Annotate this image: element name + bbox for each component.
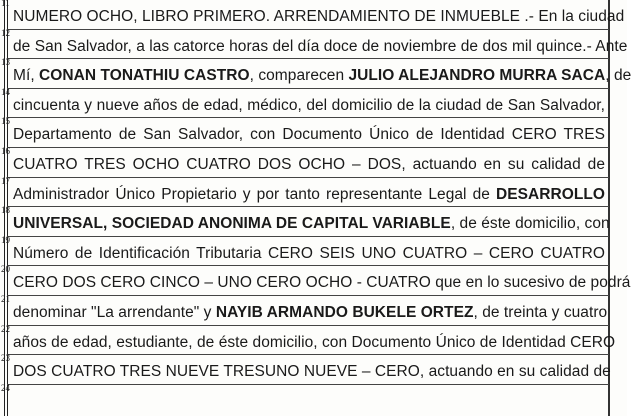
ruled-line <box>7 265 609 266</box>
line-number: 13 <box>1 57 10 68</box>
line-number: 21 <box>1 294 10 304</box>
line-number: 17 <box>1 175 10 186</box>
bold-text-segment: CONAN TONATHIU CASTRO <box>39 67 250 85</box>
text-segment: Número de Identificación Tributaria CERO SEIS UNO CUATRO – CERO CUATRO <box>13 244 605 262</box>
line-number: 23 <box>1 353 10 364</box>
text-segment: Administrador Único Propietario y por tanto representante Legal de <box>13 185 496 203</box>
ruled-line <box>7 206 609 207</box>
ruled-line <box>7 117 609 118</box>
ruled-line <box>7 88 609 89</box>
line-number: 12 <box>1 27 10 38</box>
line-number: 11 <box>1 0 10 8</box>
ruled-line <box>7 236 609 237</box>
line-number: 18 <box>1 205 10 216</box>
text-segment: denominar "La arrendante" y <box>13 304 216 321</box>
document-line <box>13 156 605 174</box>
ruled-line <box>7 177 609 178</box>
document-line <box>13 245 605 263</box>
text-segment: CUATRO TRES OCHO CUATRO DOS OCHO – DOS, actuando en su calidad de <box>13 156 605 173</box>
text-segment: Departamento de San Salvador, con Documento Único de Identidad CERO TRES <box>13 126 605 144</box>
ruled-line <box>7 295 609 296</box>
text-segment: , de éste domicilio, con <box>450 215 610 233</box>
text-segment: años de edad, estudiante, de éste domicilio, con Documento Único de Identidad CERO <box>13 333 616 351</box>
line-number: 20 <box>1 264 10 275</box>
document-line <box>13 333 616 352</box>
text-segment: DOS CUATRO TRES NUEVE TRESUNO NUEVE – CERO, actuando en su calidad de <box>13 363 611 381</box>
line-number: 19 <box>1 234 10 245</box>
document-line <box>13 215 610 233</box>
ruled-line <box>7 325 609 326</box>
document-line <box>13 97 605 115</box>
document-line <box>13 126 605 144</box>
ruled-line <box>7 29 609 30</box>
document-line <box>13 274 631 292</box>
bold-text-segment: UNIVERSAL, SOCIEDAD ANONIMA DE CAPITAL VARIABLE <box>13 215 451 233</box>
text-segment: Mí, <box>13 67 40 85</box>
document-line <box>13 37 628 56</box>
line-number: 15 <box>1 116 10 127</box>
text-segment: NUMERO OCHO, LIBRO PRIMERO. ARRENDAMIENTO DE INMUEBLE <box>13 8 521 25</box>
line-number: 16 <box>1 146 10 156</box>
ruled-line <box>7 354 609 355</box>
line-number: 22 <box>1 323 10 334</box>
document-line <box>13 363 611 381</box>
bold-text-segment: JULIO ALEJANDRO MURRA SACA <box>348 67 606 85</box>
ruled-line <box>7 384 609 385</box>
text-segment: , de <box>605 67 631 85</box>
text-segment: CERO DOS CERO CINCO – UNO CERO OCHO - CUATRO que en lo sucesivo de podrá <box>13 274 631 292</box>
bold-text-segment: NAYIB ARMANDO BUKELE ORTEZ <box>215 304 474 321</box>
text-segment: .- En la ciudad <box>520 8 625 25</box>
document-line <box>13 186 605 204</box>
document-line <box>13 67 631 85</box>
line-number: 14 <box>1 86 10 97</box>
bold-text-segment: DESARROLLO <box>496 185 605 203</box>
text-segment: cincuenta y nueve años de edad, médico, del domicilio de la ciudad de San Salvador, <box>13 96 605 114</box>
document-line <box>13 8 625 26</box>
text-segment: , de treinta y cuatro <box>473 304 608 321</box>
text-segment: de San Salvador, a las catorce horas del día doce de noviembre de dos mil quince.- Ante <box>13 37 628 55</box>
ruled-line <box>7 58 609 59</box>
text-segment: , comparecen <box>249 67 349 85</box>
ruled-line <box>7 147 609 148</box>
line-number: 24 <box>1 382 10 393</box>
document-line <box>13 304 608 322</box>
